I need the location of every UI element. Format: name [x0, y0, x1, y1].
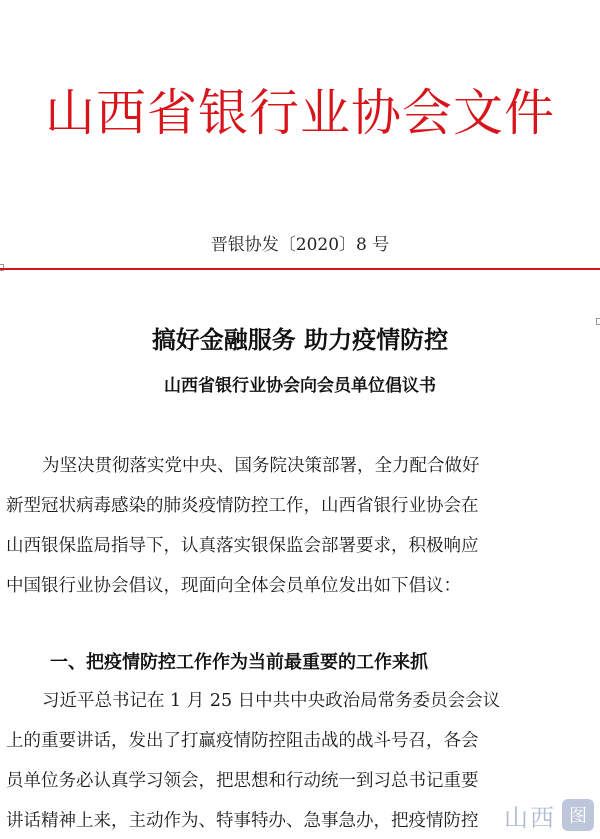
- watermark-text: 山西: [504, 803, 556, 832]
- paragraph-line: 上的重要讲话，发出了打赢疫情防控阻击战的战斗号召，各会: [6, 731, 479, 751]
- red-divider-line: [0, 268, 600, 270]
- section-heading: 一、把疫情防控工作作为当前最重要的工作来抓: [50, 652, 428, 673]
- paragraph-line: 习近平总书记在 1 月 25 日中共中央政治局常务委员会会议: [42, 691, 501, 711]
- paragraph-line: 山西银保监局指导下，认真落实银保监会部署要求，积极响应: [6, 536, 479, 556]
- paragraph-line: 新型冠状病毒感染的肺炎疫情防控工作，山西省银行业协会在: [6, 496, 479, 516]
- paragraph-line: 讲话精神上来，主动作为、特事特办、急事急办，把疫情防控: [6, 811, 479, 831]
- watermark-badge-icon: 图: [562, 799, 594, 831]
- masthead-title: 山西省银行业协会文件: [45, 84, 555, 142]
- paragraph-line: 员单位务必认真学习领会，把思想和行动统一到习总书记重要: [6, 771, 479, 791]
- document-number: 晋银协发〔2020〕8 号: [210, 235, 390, 255]
- document-title: 搞好金融服务 助力疫情防控: [151, 326, 449, 354]
- paragraph-line: 中国银行业协会倡议，现面向全体会员单位发出如下倡议：: [6, 576, 461, 596]
- paragraph-line: 为坚决贯彻落实党中央、国务院决策部署，全力配合做好: [42, 456, 480, 476]
- watermark: [504, 795, 594, 835]
- document-subtitle: 山西省银行业协会向会员单位倡议书: [164, 376, 436, 396]
